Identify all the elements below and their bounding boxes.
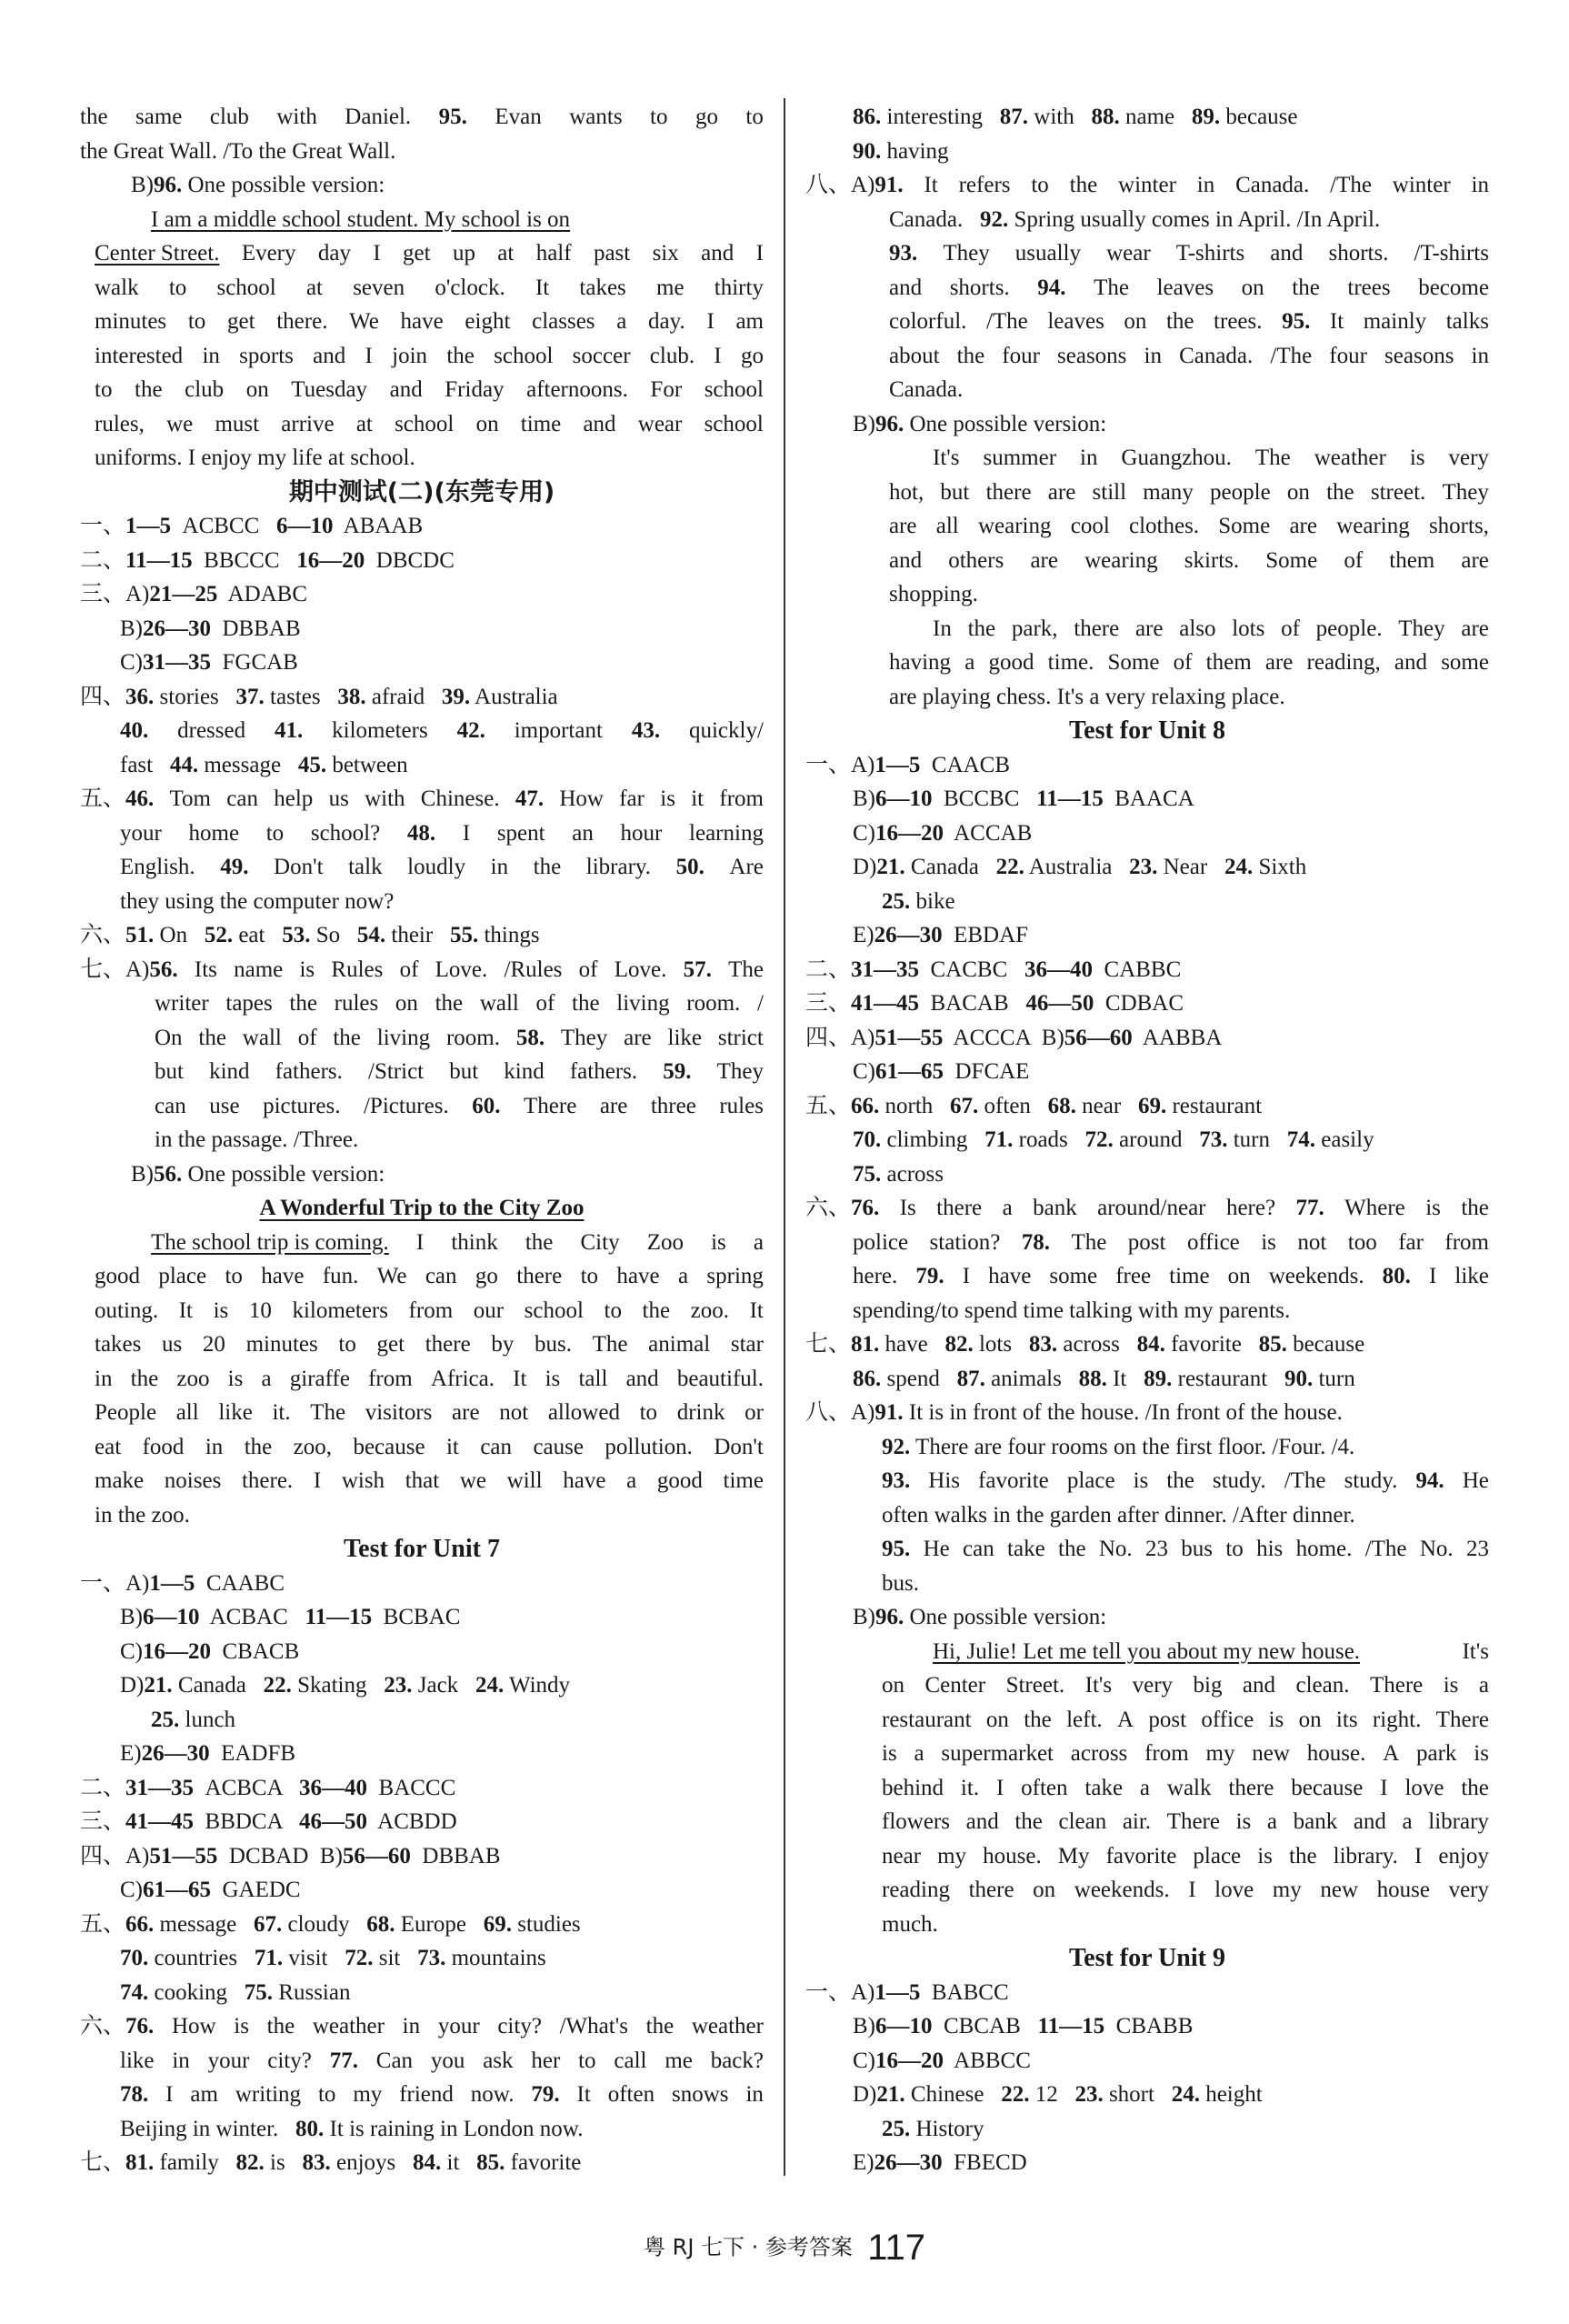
text-line: On the wall of the living room. 58. They are like strict [155,1025,764,1050]
text-line: the same club with Daniel. 95. Evan wants to go to [80,105,764,129]
text-line: 90. having [853,138,949,164]
text-line: 78. I am writing to my friend now. 79. It often snows in [120,2082,764,2107]
text-line: 四、A)51—55 ACCCA B)56—60 AABBA [805,1025,1223,1050]
text-line: C)16—20 ABBCC [853,2048,1031,2073]
text-line: is a supermarket across from my new house. A park is [882,1741,1489,1766]
text-line: 70. countries 71. visit 72. sit 73. mountains [120,1946,546,1970]
section-heading: Test for Unit 8 [1069,716,1225,745]
text-line: B)96. One possible version: [131,173,385,197]
text-line: 六、76. How is the weather in your city? /What's the weather [80,2014,764,2039]
text-line: 70. climbing 71. roads 72. around 73. turn 74. easily [853,1127,1374,1152]
text-line: shopping. [889,582,978,606]
text-line: often walks in the garden after dinner. /After dinner. [882,1502,1355,1528]
text-line: 一、A)1—5 BABCC [805,1979,1009,2005]
text-line: 七、81. family 82. is 83. enjoys 84. it 85. favorite [80,2150,582,2175]
text-line: like in your city? 77. Can you ask her to call me back? [120,2048,764,2073]
text-line: make noises there. I wish that we will have a good time [95,1468,764,1493]
essay-title: A Wonderful Trip to the City Zoo [259,1196,585,1220]
right-column [805,100,1489,2180]
text-line: D)21. Canada 22. Skating 23. Jack 24. Windy [120,1673,571,1698]
text-line: Canada. [889,377,964,402]
text-line: 六、51. On 52. eat 53. So 54. their 55. things [80,923,540,947]
text-line: much. [882,1911,938,1937]
section-heading: 期中测试(二)(东莞专用) [288,477,555,506]
text-line: B)6—10 CBCAB 11—15 CBABB [853,2014,1194,2039]
text-line: spending/to spend time talking with my parents. [853,1297,1291,1323]
text-line: here. 79. I have some free time on weekends. 80. I like [853,1264,1489,1288]
text-line: C)61—65 DFCAE [853,1059,1030,1084]
text-line: to the club on Tuesday and Friday afternoons. For school [95,377,764,402]
text-line: can use pictures. /Pictures. 60. There are three rules [155,1093,764,1118]
text-line: takes us 20 minutes to get there by bus. The animal star [95,1332,764,1357]
text-line: C)16—20 CBACB [120,1638,300,1664]
text-line: In the park, there are also lots of people. They are [933,616,1489,641]
left-column [80,100,764,2180]
text-line: about the four seasons in Canada. /The four seasons in [889,343,1489,368]
section-heading: Test for Unit 7 [344,1535,500,1563]
text-line: It's summer in Guangzhou. The weather is very [933,446,1489,470]
text-line: D)21. Canada 22. Australia 23. Near 24. Sixth [853,855,1307,879]
text-line: and others are wearing skirts. Some of them are [889,547,1489,573]
text-line: 三、41—45 BBDCA 46—50 ACBDD [80,1809,457,1834]
text-line: but kind fathers. /Strict but kind fathers. 59. They [155,1059,764,1084]
text-line: 八、A)91. It is in front of the house. /In front of the house. [805,1400,1343,1425]
text-line: I am a middle school student. My school is on [151,206,571,232]
text-line: 二、31—35 ACBCA 36—40 BACCC [80,1775,456,1800]
text-line: 二、11—15 BBCCC 16—20 DBCDC [80,547,455,573]
text-line: outing. It is 10 kilometers from our school to the zoo. It [95,1297,764,1323]
text-line: 25. lunch [151,1707,236,1732]
text-line: 七、A)56. Its name is Rules of Love. /Rules of Love. 57. The [80,957,764,982]
text-line: on Center Street. It's very big and clean. There is a [882,1673,1489,1698]
text-line: D)21. Chinese 22. 12 23. short 24. height [853,2082,1263,2107]
text-line: Center Street. Every day I get up at half past six and I [95,241,764,265]
text-line: B)96. One possible version: [853,1605,1107,1629]
text-line: English. 49. Don't talk loudly in the library. 50. Are [120,855,764,879]
text-line: walk to school at seven o'clock. It takes me thirty [95,275,764,300]
text-line: B)56. One possible version: [131,1161,385,1187]
text-line: 五、66. message 67. cloudy 68. Europe 69. studies [80,1911,581,1937]
text-line: Beijing in winter. 80. It is raining in London now. [120,2116,584,2141]
text-line: eat food in the zoo, because it can cause pollution. Don't [95,1434,764,1459]
text-line: 25. bike [882,888,955,914]
text-line: minutes to get there. We have eight classes a day. I am [95,309,764,334]
text-line: 七、81. have 82. lots 83. across 84. favorite 85. because [805,1332,1365,1357]
text-line: 74. cooking 75. Russian [120,1979,351,2005]
section-heading: Test for Unit 9 [1069,1944,1225,1972]
text-line: they using the computer now? [120,888,395,914]
text-line: in the zoo is a giraffe from Africa. It is tall and beautiful. [95,1366,764,1391]
text-line: colorful. /The leaves on the trees. 95. It mainly talks [889,309,1489,334]
column-divider [784,98,785,2176]
text-line: restaurant on the left. A post office is on its right. There [882,1707,1489,1732]
text-line: 四、36. stories 37. tastes 38. afraid 39. Australia [80,684,558,709]
text-line: 25. History [882,2116,984,2141]
text-line: in the zoo. [95,1502,190,1528]
text-line: your home to school? 48. I spent an hour learning [120,820,764,846]
text-line: writer tapes the rules on the wall of the living room. / [155,991,764,1016]
text-line: B)96. One possible version: [853,411,1107,436]
text-line: 六、76. Is there a bank around/near here? 77. Where is the [805,1196,1489,1220]
text-line: B)26—30 DBBAB [120,616,301,641]
text-line: C)61—65 GAEDC [120,1878,301,1902]
text-line: 二、31—35 CACBC 36—40 CABBC [805,957,1182,982]
text-line: 93. His favorite place is the study. /The study. 94. He [882,1468,1489,1493]
text-line: 93. They usually wear T-shirts and shorts. /T-shirts [889,241,1489,265]
text-line: 86. spend 87. animals 88. It 89. restaurant 90. turn [853,1366,1355,1391]
text-line: rules, we must arrive at school on time and wear school [95,411,764,436]
text-line: bus. [882,1570,919,1596]
text-line: hot, but there are still many people on the street. They [889,479,1489,505]
text-line: E)26—30 EADFB [120,1741,296,1766]
text-line: Hi, Julie! Let me tell you about my new house. It's [933,1638,1489,1664]
text-line: 40. dressed 41. kilometers 42. important 43. quickly/ [120,718,764,743]
page-footer [0,2227,1569,2268]
text-line: 95. He can take the No. 23 bus to his home. /The No. 23 [882,1537,1489,1561]
footer-label: 粤 RJ 七下 · 参考答案 [644,2234,853,2260]
text-line: 86. interesting 87. with 88. name 89. because [853,105,1298,129]
text-line: 一、1—5 ACBCC 6—10 ABAAB [80,514,424,538]
text-line: good place to have fun. We can go there to have a spring [95,1264,764,1288]
text-line: 八、A)91. It refers to the winter in Canada. /The winter in [805,173,1489,197]
text-line: Canada. 92. Spring usually comes in April. /In April. [889,206,1381,232]
text-line: 75. across [853,1161,944,1187]
text-line: 92. There are four rooms on the first floor. /Four. /4. [882,1434,1355,1459]
text-line: 一、A)1—5 CAACB [805,752,1011,777]
text-line: in the passage. /Three. [155,1127,359,1152]
text-line: and shorts. 94. The leaves on the trees become [889,275,1489,300]
text-line: behind it. I often take a walk there because I love the [882,1775,1489,1800]
text-line: interested in sports and I join the school soccer club. I go [95,343,764,368]
text-line: 五、66. north 67. often 68. near 69. restaurant [805,1093,1263,1118]
text-line: the Great Wall. /To the Great Wall. [80,138,396,164]
text-line: People all like it. The visitors are not allowed to drink or [95,1400,764,1425]
text-line: The school trip is coming. I think the City Zoo is a [151,1229,764,1255]
text-line: B)6—10 BCCBC 11—15 BAACA [853,786,1194,811]
text-line: near my house. My favorite place is the library. I enjoy [882,1843,1489,1868]
text-line: are playing chess. It's a very relaxing place. [889,684,1285,709]
text-line: uniforms. I enjoy my life at school. [95,446,415,470]
text-line: having a good time. Some of them are reading, and some [889,650,1489,675]
text-line: 一、A)1—5 CAABC [80,1570,285,1596]
text-line: police station? 78. The post office is not too far from [853,1229,1489,1255]
text-line: B)6—10 ACBAC 11—15 BCBAC [120,1605,461,1629]
text-line: fast 44. message 45. between [120,752,408,777]
text-line: are all wearing cool clothes. Some are wearing shorts, [889,514,1489,538]
text-line: E)26—30 FBECD [853,2150,1027,2175]
text-line: C)16—20 ACCAB [853,820,1033,846]
text-line: 五、46. Tom can help us with Chinese. 47. How far is it from [80,786,764,811]
text-line: flowers and the clean air. There is a bank and a library [882,1809,1489,1834]
text-line: reading there on weekends. I love my new house very [882,1878,1489,1902]
text-line: C)31—35 FGCAB [120,650,298,675]
page-number: 117 [867,2227,925,2268]
text-line: 四、A)51—55 DCBAD B)56—60 DBBAB [80,1843,501,1868]
text-line: 三、41—45 BACAB 46—50 CDBAC [805,991,1184,1016]
text-line: 三、A)21—25 ADABC [80,582,308,606]
text-line: E)26—30 EBDAF [853,923,1029,947]
